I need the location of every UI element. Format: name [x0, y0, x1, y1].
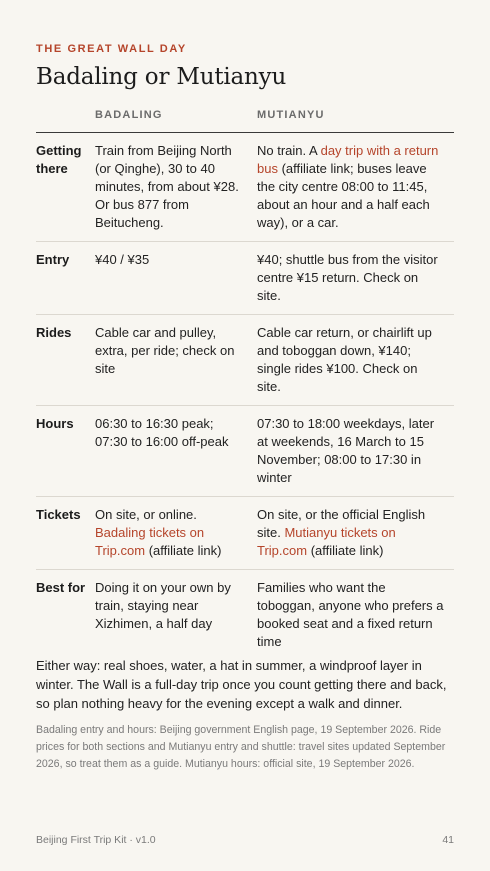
mutianyu-cell: [257, 133, 454, 242]
row-label: Tickets: [36, 497, 95, 570]
table-header-row: [36, 100, 454, 133]
header-mutianyu: MUTIANYU: [257, 100, 454, 133]
cell-text: ¥40 / ¥35: [95, 252, 150, 267]
comparison-table: [36, 100, 454, 660]
sources-note: Badaling entry and hours: Beijing government English page, 19 September 2026. Ride prices for both sections and Mutianyu entry and shuttle: travel sites updated September 2026, so treat them as a guide. Mutianyu hours: official site, 19 September 2026.: [36, 724, 446, 770]
footer-title: Beijing First Trip Kit · v1.0: [36, 834, 156, 846]
cell-text: Train from Beijing North (or Qinghe), 30 to 40 minutes, from about ¥28. Or bus 877 from Beitucheng.: [95, 143, 239, 230]
table-row: [36, 242, 454, 315]
table-row: [36, 406, 454, 497]
page-number: 41: [442, 834, 454, 846]
either-way-note: Either way: real shoes, water, a hat in summer, a windproof layer in winter. The Wall is a full-day trip once you count getting there and back, so plan nothing heavy for the evening except a walk and dinner.: [36, 658, 447, 711]
mutianyu-cell: [257, 570, 454, 661]
table-row: [36, 497, 454, 570]
row-label: Rides: [36, 315, 95, 406]
cell-text: 07:30 to 18:00 weekdays, later at weekends, 16 March to 15 November; 08:00 to 17:30 in winter: [257, 416, 435, 485]
mutianyu-cell: [257, 406, 454, 497]
badaling-cell: [95, 242, 257, 315]
badaling-cell: [95, 133, 257, 242]
row-label: Best for: [36, 580, 86, 595]
badaling-link[interactable]: Badaling tickets on Trip.com: [95, 525, 205, 558]
table-row: [36, 570, 454, 661]
cell-text: Families who want the toboggan, anyone who prefers a booked seat and a fixed return time: [257, 580, 444, 649]
row-label: Entry: [36, 242, 95, 315]
table-row: [36, 133, 454, 242]
cell-text: Cable car return, or chairlift up and toboggan down, ¥140; single rides ¥100. Check on site.: [257, 325, 432, 394]
row-label: Getting there: [36, 133, 95, 242]
cell-text: (affiliate link): [307, 543, 384, 558]
table-row: [36, 315, 454, 406]
badaling-cell: [95, 406, 257, 497]
page-title: Badaling or Mutianyu: [36, 64, 287, 90]
cell-text: 06:30 to 16:30 peak; 07:30 to 16:00 off-peak: [95, 416, 229, 449]
mutianyu-cell: [257, 242, 454, 315]
mutianyu-link[interactable]: Mutianyu tickets on Trip.com: [257, 525, 396, 558]
header-blank: [36, 100, 95, 133]
badaling-cell: [95, 570, 257, 661]
badaling-cell: [95, 497, 257, 570]
header-badaling: BADALING: [95, 100, 257, 133]
table-body: [36, 133, 454, 661]
cell-text: On site, or the official English site.: [257, 507, 426, 540]
cell-text: Doing it on your own by train, staying near Xizhimen, a half day: [95, 580, 231, 631]
cell-text: (affiliate link; buses leave the city centre 08:00 to 11:45, about an hour and a half each way), or a car.: [257, 161, 430, 230]
badaling-cell: [95, 315, 257, 406]
mutianyu-link[interactable]: day trip with a return bus: [257, 143, 439, 176]
row-label: Hours: [36, 406, 95, 497]
cell-text: Cable car and pulley, extra, per ride; check on site: [95, 325, 235, 376]
page: [36, 0, 454, 871]
cell-text: On site, or online.: [95, 507, 197, 522]
section-eyebrow: THE GREAT WALL DAY: [36, 43, 187, 55]
cell-text: (affiliate link): [145, 543, 222, 558]
cell-text: No train. A: [257, 143, 321, 158]
mutianyu-cell: [257, 497, 454, 570]
mutianyu-cell: [257, 315, 454, 406]
cell-text: ¥40; shuttle bus from the visitor centre ¥15 return. Check on site.: [257, 252, 438, 303]
